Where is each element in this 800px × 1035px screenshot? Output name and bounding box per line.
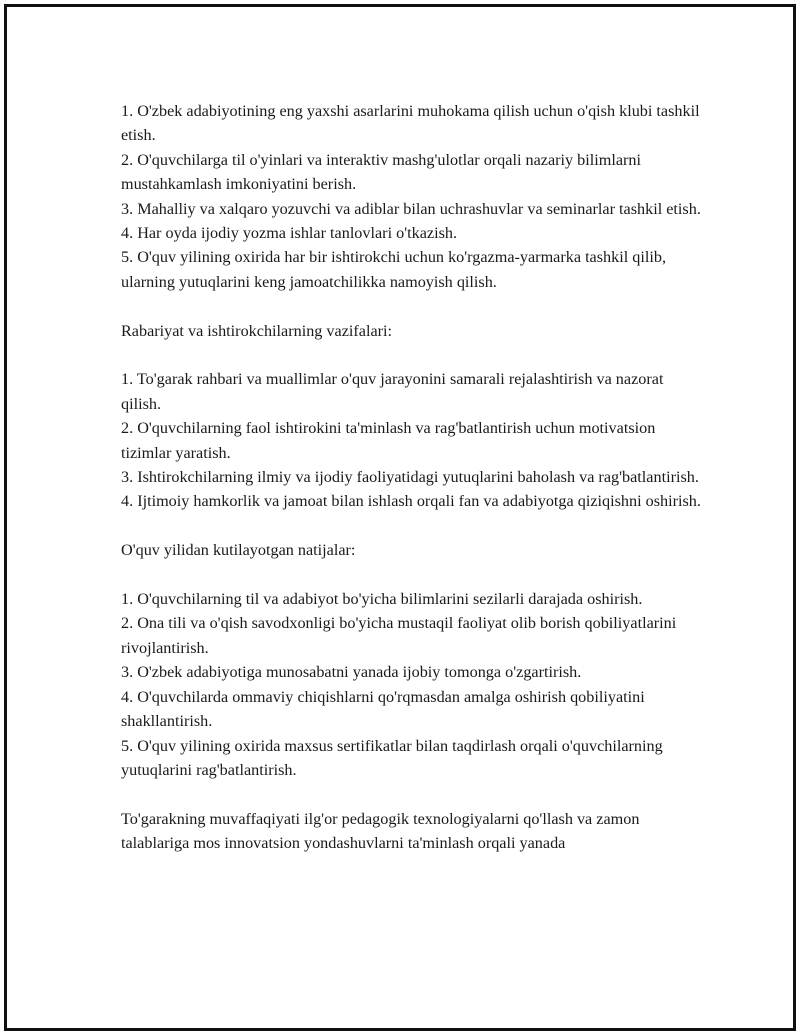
paragraph-gap	[121, 343, 701, 367]
page-frame	[4, 4, 796, 1031]
document-body	[121, 99, 701, 856]
list-item: 3. O'zbek adabiyotiga munosabatni yanada ijobiy tomonga o'zgartirish.	[121, 663, 582, 682]
list-item: 3. Mahalliy va xalqaro yozuvchi va adiblar bilan uchrashuvlar va seminarlar tashkil etish.	[121, 199, 701, 218]
list-item: 2. Ona tili va o'qish savodxonligi bo'yicha mustaqil faoliyat olib borish qobiliyatlarini rivojlantirish.	[121, 614, 677, 657]
section-heading-duties: Rabariyat va ishtirokchilarning vazifalari:	[121, 321, 393, 340]
paragraph-gap	[121, 563, 701, 587]
closing-paragraph: To'garakning muvaffaqiyati ilg'or pedagogik texnologiyalarni qo'llash va zamon talablariga mos innovatsion yondashuvlarni ta'minlash orqali yanada	[121, 809, 640, 853]
list-item: 1. To'garak rahbari va muallimlar o'quv jarayonini samarali rejalashtirish va nazorat qilish.	[121, 370, 664, 413]
list-item: 5. O'quv yilining oxirida maxsus sertifikatlar bilan taqdirlash orqali o'quvchilarning yutuqlarini rag'batlantirish.	[121, 736, 663, 779]
list-item: 2. O'quvchilarga til o'yinlari va interaktiv mashg'ulotlar orqali nazariy bilimlarni mustahkamlash imkoniyatini berish.	[121, 150, 642, 194]
list-item: 4. Har oyda ijodiy yozma ishlar tanlovlari o'tkazish.	[121, 224, 458, 243]
list-item: 4. Ijtimoiy hamkorlik va jamoat bilan ishlash orqali fan va adabiyotga qiziqishni oshirish.	[121, 492, 701, 511]
list-item: 5. O'quv yilining oxirida har bir ishtirokchi uchun ko'rgazma-yarmarka tashkil qilib, ularning yutuqlarini keng jamoatchilikka namoyish qilish.	[121, 248, 666, 291]
section-heading-results: O'quv yilidan kutilayotgan natijalar:	[121, 541, 356, 560]
list-item: 4. O'quvchilarda ommaviy chiqishlarni qo'rqmasdan amalga oshirish qobiliyatini shakllantirish.	[121, 687, 645, 731]
list-item: 1. O'quvchilarning til va adabiyot bo'yicha bilimlarini sezilarli darajada oshirish.	[121, 590, 643, 609]
paragraph-gap	[121, 294, 701, 318]
list-item: 2. O'quvchilarning faol ishtirokini ta'minlash va rag'batlantirish uchun motivatsion tizimlar yaratish.	[121, 419, 656, 462]
paragraph-gap	[121, 782, 701, 806]
list-item: 1. O'zbek adabiyotining eng yaxshi asarlarini muhokama qilish uchun o'qish klubi tashkil etish.	[121, 102, 700, 145]
list-item: 3. Ishtirokchilarning ilmiy va ijodiy faoliyatidagi yutuqlarini baholash va rag'batlantirish.	[121, 468, 699, 487]
paragraph-gap	[121, 514, 701, 538]
